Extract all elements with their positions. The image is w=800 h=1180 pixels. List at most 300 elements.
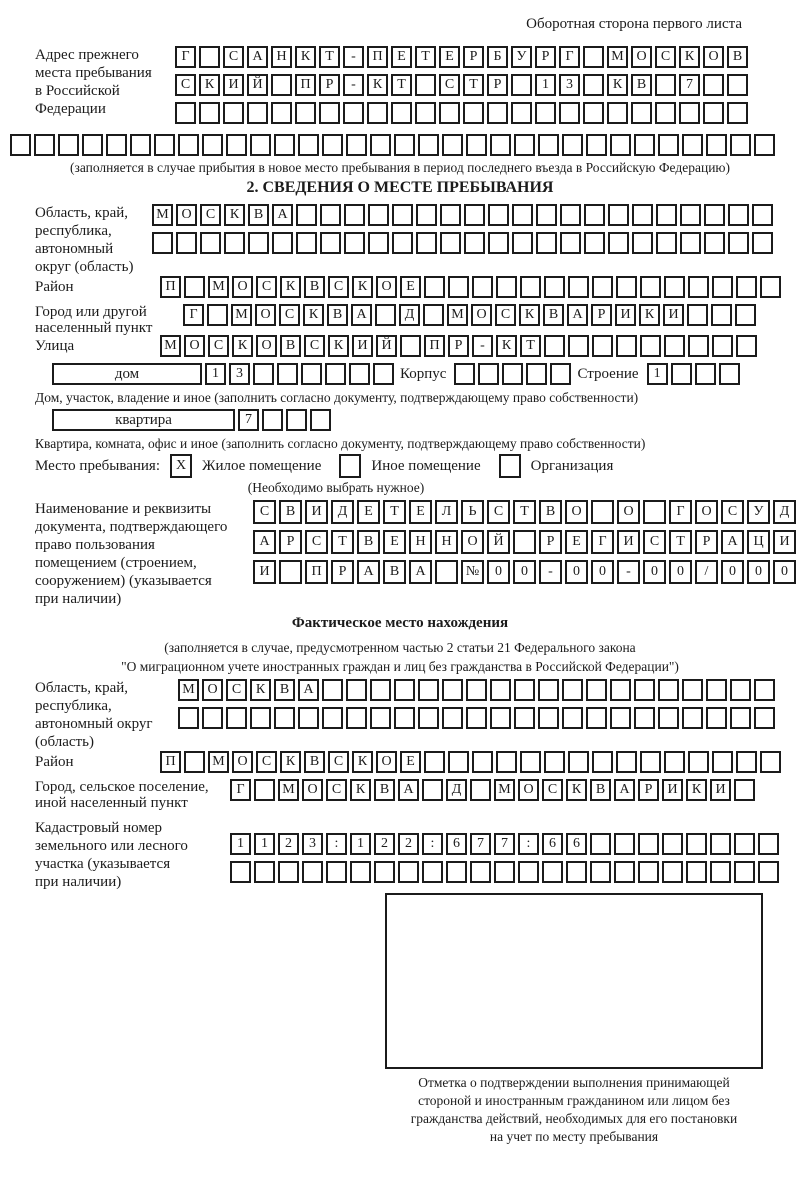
apartment-row xyxy=(52,409,790,431)
char-cell xyxy=(496,276,517,298)
label-line: сооружением) (указывается xyxy=(35,573,212,589)
char-cell: Д xyxy=(331,500,354,524)
char-cell xyxy=(424,751,445,773)
section2-city-label xyxy=(10,304,183,336)
char-cell xyxy=(416,232,437,254)
char-cell: Е xyxy=(383,530,406,554)
char-cell: П xyxy=(160,276,181,298)
char-cell: 6 xyxy=(446,833,467,855)
char-cell xyxy=(423,304,444,326)
char-cell: 0 xyxy=(721,560,744,584)
char-cell xyxy=(272,232,293,254)
char-cell xyxy=(586,134,607,156)
char-cell xyxy=(349,363,370,385)
char-cell xyxy=(322,707,343,729)
char-cell xyxy=(446,861,467,883)
char-cell xyxy=(488,232,509,254)
char-cell xyxy=(368,232,389,254)
char-cell xyxy=(536,232,557,254)
char-cell xyxy=(712,335,733,357)
char-cell: Е xyxy=(357,500,380,524)
char-cell: О xyxy=(617,500,640,524)
stay-option-residential-label: Жилое помещение xyxy=(202,457,322,474)
char-cell xyxy=(640,276,661,298)
char-cell: С xyxy=(253,500,276,524)
label-line: Адрес прежнего xyxy=(35,47,139,63)
label-line: округ (область) xyxy=(35,259,134,275)
char-cell xyxy=(518,861,539,883)
char-cell xyxy=(711,304,732,326)
char-cell xyxy=(418,679,439,701)
char-cell xyxy=(632,204,653,226)
char-cell xyxy=(442,679,463,701)
label-line: иной населенный пункт xyxy=(35,795,188,811)
stay-option-organization-label: Организация xyxy=(530,457,614,474)
char-cell: А xyxy=(357,560,380,584)
char-cell: П xyxy=(367,46,388,68)
char-cell xyxy=(199,102,220,124)
stay-option-other-premises-label: Иное помещение xyxy=(371,457,481,474)
char-cell: 3 xyxy=(559,74,580,96)
char-cell xyxy=(301,363,322,385)
char-cell: С xyxy=(208,335,229,357)
char-cell xyxy=(440,232,461,254)
char-cell xyxy=(274,134,295,156)
char-cell: Г xyxy=(559,46,580,68)
label-line: республика, xyxy=(35,223,112,239)
char-cell xyxy=(592,751,613,773)
char-cell: Т xyxy=(391,74,412,96)
char-cell xyxy=(719,363,740,385)
char-cell xyxy=(688,276,709,298)
char-cell: 1 xyxy=(535,74,556,96)
char-cell xyxy=(754,134,775,156)
char-cell: М xyxy=(208,751,229,773)
char-cell xyxy=(200,232,221,254)
prev-address-row-3 xyxy=(175,102,748,124)
char-cell: П xyxy=(295,74,316,96)
section3-title: Фактическое место нахождения xyxy=(291,615,509,631)
char-cell: Г xyxy=(669,500,692,524)
char-cell xyxy=(490,679,511,701)
char-cell: Ц xyxy=(747,530,770,554)
char-cell xyxy=(584,232,605,254)
section2-region-field xyxy=(10,204,790,276)
char-cell xyxy=(422,861,443,883)
char-cell xyxy=(734,779,755,801)
char-cell xyxy=(658,707,679,729)
char-cell xyxy=(712,276,733,298)
char-cell xyxy=(610,679,631,701)
char-cell xyxy=(655,74,676,96)
char-cell: К xyxy=(328,335,349,357)
char-cell xyxy=(730,679,751,701)
label-line: Кадастровый номер xyxy=(35,820,162,836)
stay-checkbox-residential: X xyxy=(170,454,192,478)
char-cell: Р xyxy=(695,530,718,554)
char-cell: - xyxy=(617,560,640,584)
char-cell xyxy=(679,102,700,124)
char-cell xyxy=(184,276,205,298)
char-cell xyxy=(322,679,343,701)
char-cell xyxy=(736,276,757,298)
confirmation-mark-area xyxy=(385,893,763,1146)
char-cell xyxy=(442,707,463,729)
char-cell xyxy=(254,861,275,883)
char-cell xyxy=(322,134,343,156)
char-cell: Ь xyxy=(461,500,484,524)
char-cell xyxy=(298,707,319,729)
char-cell xyxy=(542,861,563,883)
char-cell: Р xyxy=(539,530,562,554)
char-cell: А xyxy=(398,779,419,801)
char-cell: - xyxy=(472,335,493,357)
char-cell xyxy=(682,679,703,701)
char-cell xyxy=(400,335,421,357)
char-cell xyxy=(520,276,541,298)
char-cell xyxy=(727,102,748,124)
char-cell: У xyxy=(511,46,532,68)
char-cell xyxy=(706,679,727,701)
char-cell xyxy=(634,679,655,701)
label-line: земельного или лесного xyxy=(35,838,188,854)
cadastral-row-1 xyxy=(230,833,779,855)
char-cell xyxy=(710,861,731,883)
char-cell: Е xyxy=(439,46,460,68)
char-cell xyxy=(488,204,509,226)
char-cell: С xyxy=(326,779,347,801)
char-cell: О xyxy=(176,204,197,226)
char-cell: 0 xyxy=(487,560,510,584)
document-row-3 xyxy=(253,560,796,584)
section3-district-field xyxy=(10,751,790,773)
label-line: при наличии) xyxy=(35,874,122,890)
char-cell xyxy=(130,134,151,156)
char-cell: О xyxy=(256,335,277,357)
label-line: автономный xyxy=(35,241,114,257)
char-cell: В xyxy=(590,779,611,801)
char-cell: К xyxy=(519,304,540,326)
char-cell xyxy=(271,74,292,96)
char-cell: В xyxy=(304,276,325,298)
char-cell xyxy=(435,560,458,584)
char-cell xyxy=(296,204,317,226)
char-cell: Р xyxy=(331,560,354,584)
char-cell xyxy=(394,679,415,701)
char-cell: А xyxy=(351,304,372,326)
char-cell xyxy=(106,134,127,156)
char-cell xyxy=(614,833,635,855)
section3-region-field xyxy=(10,679,790,751)
char-cell: Н xyxy=(271,46,292,68)
document-row-2 xyxy=(253,530,796,554)
char-cell xyxy=(662,861,683,883)
char-cell: Е xyxy=(400,276,421,298)
label-line: на учет по месту пребывания xyxy=(489,1129,659,1144)
char-cell xyxy=(544,276,565,298)
char-cell xyxy=(735,304,756,326)
section2-street-row xyxy=(160,335,757,357)
char-cell xyxy=(415,102,436,124)
document-field xyxy=(10,500,790,608)
label-line: (область) xyxy=(35,734,94,750)
char-cell: 1 xyxy=(350,833,371,855)
char-cell xyxy=(199,46,220,68)
char-cell xyxy=(760,276,781,298)
char-cell xyxy=(752,204,773,226)
char-cell xyxy=(734,833,755,855)
section2-district-row xyxy=(160,276,781,298)
char-cell xyxy=(712,751,733,773)
char-cell xyxy=(631,102,652,124)
char-cell: К xyxy=(367,74,388,96)
char-cell: Г xyxy=(175,46,196,68)
char-cell xyxy=(710,833,731,855)
char-cell: К xyxy=(224,204,245,226)
char-cell: 0 xyxy=(513,560,536,584)
char-cell xyxy=(680,204,701,226)
char-cell xyxy=(752,232,773,254)
char-cell xyxy=(695,363,716,385)
char-cell: Р xyxy=(448,335,469,357)
char-cell: С xyxy=(643,530,666,554)
section2-street-label: Улица xyxy=(35,338,75,354)
char-cell: К xyxy=(607,74,628,96)
char-cell xyxy=(535,102,556,124)
char-cell: О xyxy=(184,335,205,357)
section3-district-label: Район xyxy=(35,754,74,770)
char-cell xyxy=(688,751,709,773)
char-cell: О xyxy=(461,530,484,554)
char-cell xyxy=(463,102,484,124)
char-cell xyxy=(638,833,659,855)
char-cell xyxy=(513,530,536,554)
char-cell: Т xyxy=(319,46,340,68)
char-cell xyxy=(586,707,607,729)
char-cell: О xyxy=(565,500,588,524)
char-cell: К xyxy=(350,779,371,801)
char-cell: О xyxy=(518,779,539,801)
char-cell: О xyxy=(376,276,397,298)
section2-district-field xyxy=(10,276,790,298)
char-cell: Т xyxy=(331,530,354,554)
char-cell xyxy=(560,204,581,226)
char-cell xyxy=(655,102,676,124)
char-cell xyxy=(478,363,499,385)
char-cell: Т xyxy=(669,530,692,554)
char-cell: К xyxy=(679,46,700,68)
char-cell xyxy=(688,335,709,357)
char-cell xyxy=(302,861,323,883)
prev-address-label xyxy=(10,46,175,118)
char-cell xyxy=(34,134,55,156)
char-cell xyxy=(662,833,683,855)
char-cell: С xyxy=(226,679,247,701)
char-cell xyxy=(640,751,661,773)
char-cell xyxy=(346,707,367,729)
char-cell: 0 xyxy=(591,560,614,584)
char-cell xyxy=(154,134,175,156)
char-cell xyxy=(536,204,557,226)
char-cell xyxy=(544,335,565,357)
char-cell: С xyxy=(175,74,196,96)
label-line: при наличии) xyxy=(35,591,122,607)
char-cell xyxy=(250,134,271,156)
char-cell xyxy=(610,707,631,729)
char-cell xyxy=(514,679,535,701)
char-cell xyxy=(730,707,751,729)
char-cell xyxy=(490,707,511,729)
house-row xyxy=(52,363,790,385)
char-cell xyxy=(422,779,443,801)
char-cell xyxy=(279,560,302,584)
char-cell xyxy=(736,335,757,357)
char-cell xyxy=(298,134,319,156)
char-cell: О xyxy=(471,304,492,326)
char-cell xyxy=(418,134,439,156)
char-cell xyxy=(367,102,388,124)
char-cell xyxy=(176,232,197,254)
char-cell: Б xyxy=(487,46,508,68)
char-cell xyxy=(344,204,365,226)
char-cell: Д xyxy=(399,304,420,326)
char-cell xyxy=(658,679,679,701)
char-cell xyxy=(490,134,511,156)
char-cell xyxy=(754,679,775,701)
char-cell: Г xyxy=(230,779,251,801)
char-cell: Р xyxy=(463,46,484,68)
char-cell xyxy=(391,102,412,124)
char-cell: А xyxy=(614,779,635,801)
char-cell: К xyxy=(639,304,660,326)
char-cell xyxy=(656,204,677,226)
stay-type-row xyxy=(35,455,790,477)
char-cell xyxy=(682,134,703,156)
char-cell: М xyxy=(178,679,199,701)
char-cell: К xyxy=(232,335,253,357)
char-cell xyxy=(350,861,371,883)
page-header-note: Оборотная сторона первого листа xyxy=(526,16,742,32)
char-cell xyxy=(223,102,244,124)
char-cell: Е xyxy=(400,751,421,773)
char-cell: М xyxy=(152,204,173,226)
char-cell xyxy=(728,232,749,254)
char-cell: А xyxy=(247,46,268,68)
char-cell xyxy=(514,134,535,156)
prev-address-row-1 xyxy=(175,46,748,68)
char-cell xyxy=(559,102,580,124)
label-line: помещением (строением, xyxy=(35,555,197,571)
char-cell xyxy=(706,707,727,729)
char-cell xyxy=(487,102,508,124)
char-cell xyxy=(664,335,685,357)
label-line: Отметка о подтверждении выполнения принимающей xyxy=(418,1075,730,1090)
prev-address-row-4 xyxy=(10,134,790,156)
korpus-cells xyxy=(454,363,571,385)
char-cell xyxy=(230,861,251,883)
char-cell: М xyxy=(231,304,252,326)
char-cell xyxy=(374,861,395,883)
char-cell: Т xyxy=(383,500,406,524)
char-cell xyxy=(310,409,331,431)
char-cell xyxy=(202,134,223,156)
char-cell xyxy=(614,861,635,883)
char-cell xyxy=(494,861,515,883)
stay-checkbox-organization xyxy=(499,454,521,478)
section3-note-line1: (заполняется в случае, предусмотренном частью 2 статьи 21 Федерального закона xyxy=(164,640,636,655)
char-cell: О xyxy=(232,276,253,298)
char-cell: И xyxy=(617,530,640,554)
char-cell: Р xyxy=(319,74,340,96)
char-cell xyxy=(568,276,589,298)
section3-note-line2: "О миграционном учете иностранных граждан и лиц без гражданства в Российской Федерации") xyxy=(121,659,679,674)
char-cell xyxy=(583,46,604,68)
char-cell xyxy=(392,232,413,254)
char-cell: Д xyxy=(446,779,467,801)
char-cell xyxy=(682,707,703,729)
char-cell xyxy=(416,204,437,226)
char-cell: В xyxy=(631,74,652,96)
char-cell: М xyxy=(607,46,628,68)
char-cell xyxy=(250,707,271,729)
char-cell: И xyxy=(710,779,731,801)
cadastral-label xyxy=(10,819,230,891)
char-cell xyxy=(590,861,611,883)
section3-district-row xyxy=(160,751,781,773)
char-cell xyxy=(687,304,708,326)
char-cell: Й xyxy=(487,530,510,554)
char-cell xyxy=(226,134,247,156)
char-cell xyxy=(262,409,283,431)
char-cell xyxy=(82,134,103,156)
char-cell: С xyxy=(304,335,325,357)
char-cell: С xyxy=(256,276,277,298)
char-cell xyxy=(415,74,436,96)
confirmation-mark-box xyxy=(385,893,763,1069)
char-cell: 1 xyxy=(230,833,251,855)
char-cell xyxy=(514,707,535,729)
char-cell: П xyxy=(160,751,181,773)
confirmation-mark-caption xyxy=(385,1074,763,1146)
apartment-cells xyxy=(238,409,331,431)
label-line: документа, подтверждающего xyxy=(35,519,228,535)
char-cell: М xyxy=(494,779,515,801)
house-box: дом xyxy=(52,363,202,385)
char-cell xyxy=(248,232,269,254)
char-cell xyxy=(544,751,565,773)
char-cell xyxy=(538,707,559,729)
char-cell xyxy=(758,833,779,855)
char-cell xyxy=(634,134,655,156)
section2-region-row-1 xyxy=(152,204,773,226)
char-cell xyxy=(560,232,581,254)
char-cell: Т xyxy=(513,500,536,524)
apartment-box: квартира xyxy=(52,409,235,431)
char-cell xyxy=(584,204,605,226)
char-cell: П xyxy=(424,335,445,357)
document-label xyxy=(10,500,253,608)
char-cell: П xyxy=(305,560,328,584)
char-cell xyxy=(448,276,469,298)
char-cell: С xyxy=(495,304,516,326)
char-cell: 1 xyxy=(254,833,275,855)
char-cell: О xyxy=(703,46,724,68)
char-cell xyxy=(512,204,533,226)
char-cell xyxy=(424,276,445,298)
char-cell xyxy=(496,751,517,773)
char-cell: В xyxy=(280,335,301,357)
char-cell: Е xyxy=(409,500,432,524)
